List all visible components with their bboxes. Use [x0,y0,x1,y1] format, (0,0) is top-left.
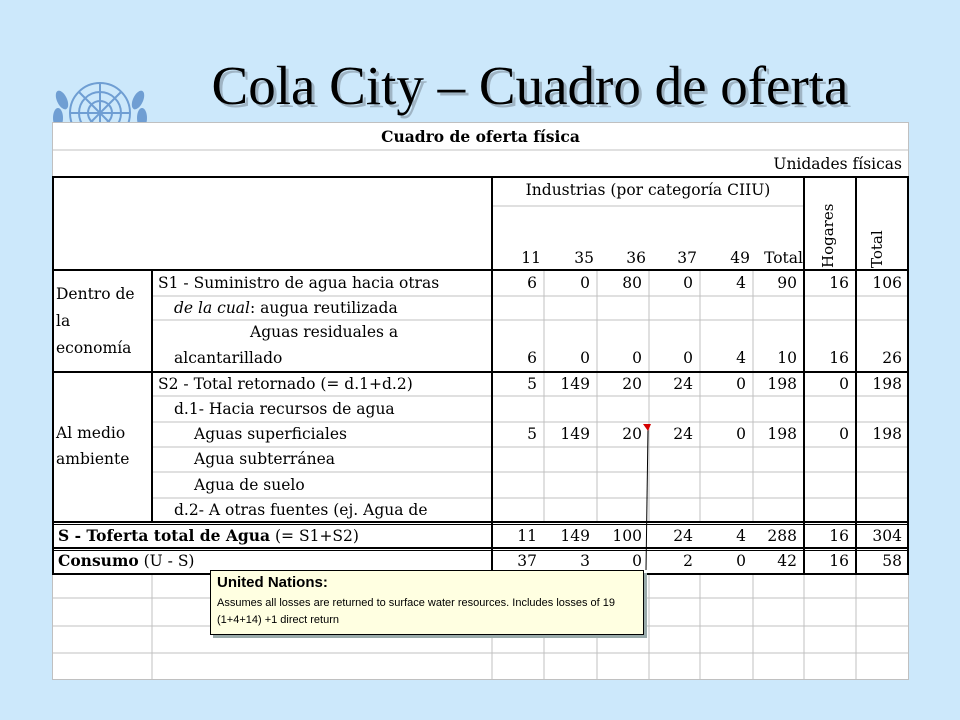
row-label-d1: d.1- Hacia recursos de agua [174,400,395,418]
group-economy-line3: economía [56,339,132,357]
cell-r3-cgrand-total: 198 [872,375,902,393]
cell-r0-c49: 4 [736,274,746,292]
cell-r9-cgrand-total: 304 [872,527,902,545]
cell-r10-c49: 0 [736,552,746,570]
cell-r5-cgrand-total: 198 [872,425,902,443]
cell-r5-chogares: 0 [839,425,849,443]
cell-r10-cgrand-total: 58 [882,552,902,570]
cell-r2-chogares: 16 [829,349,849,367]
row-label-total-supply [58,527,359,545]
cell-r2-c11: 6 [527,349,537,367]
cell-r9-chogares: 16 [829,527,849,545]
cell-r5-c35: 149 [560,425,590,443]
cell-r2-c37: 0 [683,349,693,367]
col-header-total-overall: Total [868,230,886,268]
cell-r9-c36: 100 [612,527,642,545]
row-label-consumption [58,552,194,570]
cell-r3-c36: 20 [622,375,642,393]
cell-r9-c37: 24 [673,527,693,545]
cell-r9-c49: 4 [736,527,746,545]
cell-r0-cgrand-total: 106 [872,274,902,292]
cell-r5-c37: 24 [673,425,693,443]
cell-r0-c37: 0 [683,274,693,292]
cell-r0-chogares: 16 [829,274,849,292]
table-title: Cuadro de oferta física [381,127,580,146]
cell-r3-c37: 24 [673,375,693,393]
cell-r3-c11: 5 [527,375,537,393]
cell-r10-chogares: 16 [829,552,849,570]
row-label-reuse [174,299,398,317]
cell-r2-ctotal: 10 [777,349,797,367]
row-label-groundwater: Agua subterránea [194,450,335,468]
col-header-11: 11 [521,249,541,267]
row-label-total-supply-rest: (= S1+S2) [270,527,359,545]
cell-r0-c36: 80 [622,274,642,292]
units-label: Unidades físicas [773,155,902,173]
row-label-wastewater-line1: Aguas residuales a [250,323,399,341]
col-header-total: Total [764,249,803,267]
group-environment-line2: ambiente [56,450,130,468]
group-economy-line2: la [56,312,71,330]
row-label-consumption-rest: (U - S) [138,552,195,570]
cell-r3-chogares: 0 [839,375,849,393]
cell-r9-c35: 149 [560,527,590,545]
industries-header: Industrias (por categoría CIIU) [525,181,771,199]
row-label-wastewater-line2: alcantarillado [174,349,283,367]
col-header-49: 49 [730,249,750,267]
group-economy-line1: Dentro de [56,285,135,303]
cell-r5-c49: 0 [736,425,746,443]
cell-r0-c11: 6 [527,274,537,292]
col-header-37: 37 [677,249,697,267]
col-header-35: 35 [574,249,594,267]
row-label-soil-water: Agua de suelo [194,476,305,494]
comment-author: United Nations: [217,574,328,591]
cell-r2-c35: 0 [580,349,590,367]
comment-text: Assumes all losses are returned to surface water resources. Includes losses of 19 (1+4+14) +1 direct return [217,597,616,626]
cell-r10-c11: 37 [517,552,537,570]
row-label-s2: S2 - Total retornado (= d.1+d.2) [158,375,413,393]
cell-r0-ctotal: 90 [777,274,797,292]
cell-r2-c49: 4 [736,349,746,367]
cell-r2-cgrand-total: 26 [882,349,902,367]
cell-r10-c36: 0 [632,552,642,570]
col-header-36: 36 [626,249,646,267]
cell-r3-c35: 149 [560,375,590,393]
cell-r9-ctotal: 288 [767,527,797,545]
slide-title: Cola City – Cuadro de oferta [211,55,849,116]
cell-r10-c37: 2 [683,552,693,570]
col-header-hogares: Hogares [819,203,837,268]
group-environment-line1: Al medio [56,424,126,442]
row-label-surface-water: Aguas superficiales [194,425,347,443]
cell-r5-ctotal: 198 [767,425,797,443]
cell-r5-c11: 5 [527,425,537,443]
cell-r3-c49: 0 [736,375,746,393]
row-label-d2: d.2- A otras fuentes (ej. Agua de [174,501,428,519]
cell-r5-c36: 20 [622,425,642,443]
row-label-s1: S1 - Suministro de agua hacia otras [158,274,440,292]
cell-r3-ctotal: 198 [767,375,797,393]
row-label-reuse-rest: : augua reutilizada [250,299,398,317]
comment-popup [210,570,644,635]
row-label-consumption-bold: Consumo [58,551,139,570]
row-label-total-supply-bold: S - Toferta total de Agua [58,526,271,545]
cell-r10-ctotal: 42 [777,552,797,570]
row-label-reuse-italic: de la cual [174,299,251,317]
cell-r2-c36: 0 [632,349,642,367]
cell-r10-c35: 3 [580,552,590,570]
cell-r9-c11: 11 [517,527,537,545]
cell-r0-c35: 0 [580,274,590,292]
